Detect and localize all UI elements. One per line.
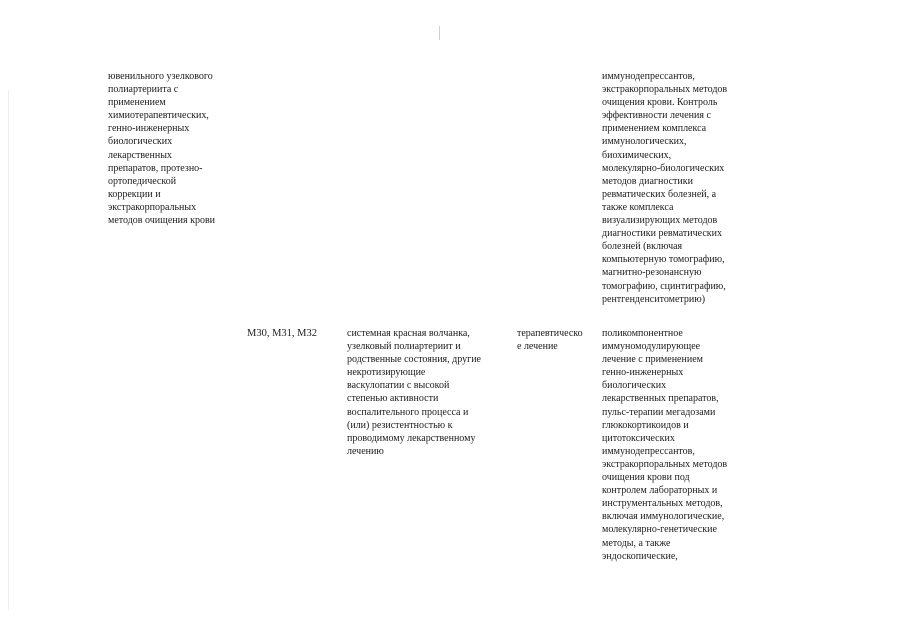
row2-method-text: поликомпонентное иммуномодулирующее лечение с применением генно-инженерных биологических лекарственных препаратов, пульс-терапии мегадозами глюкокортикоидов и цитотоксических иммунодепрессантов, экстракорпоральных методов очищения крови под контролем лабораторных и инструментальных методов, включая иммунологические, молекулярно-генетические методы, а также эндоскопические, — [602, 328, 728, 562]
row2-treatment-type: терапевтическо е лечение — [517, 328, 583, 353]
row1-method-text: иммунодепрессантов, экстракорпоральных методов очищения крови. Контроль эффективности лечения с применением комплекса иммунологических, биохимических, молекулярно-биологических методов диагностики ревматических болезней, а также комплекса визуализирующих методов диагностики ревматических болезней (включая компьютерную томографию, магнитно-резонансную томографию, сцинтиграфию, рентгенденситометрию) — [602, 71, 728, 305]
row1-procedure-text: ювенильного узелкового полиартериита с применением химиотерапевтических, генно-инженерных биологических лекарственных препаратов, протезно- ортопедической коррекции и экстракорпоральных методов очищения крови — [108, 71, 216, 227]
row2-icd-codes: M30, M31, M32 — [247, 328, 318, 339]
row2-condition-text: системная красная волчанка, узелковый полиартериит и родственные состояния, другие некротизирующие васкулопатии с высокой степенью активности воспалительного процесса и (или) резистентностью к проводимому лекарственному лечению — [347, 328, 481, 457]
scan-artifact-left-edge — [8, 90, 9, 610]
scan-artifact-top — [439, 26, 440, 40]
